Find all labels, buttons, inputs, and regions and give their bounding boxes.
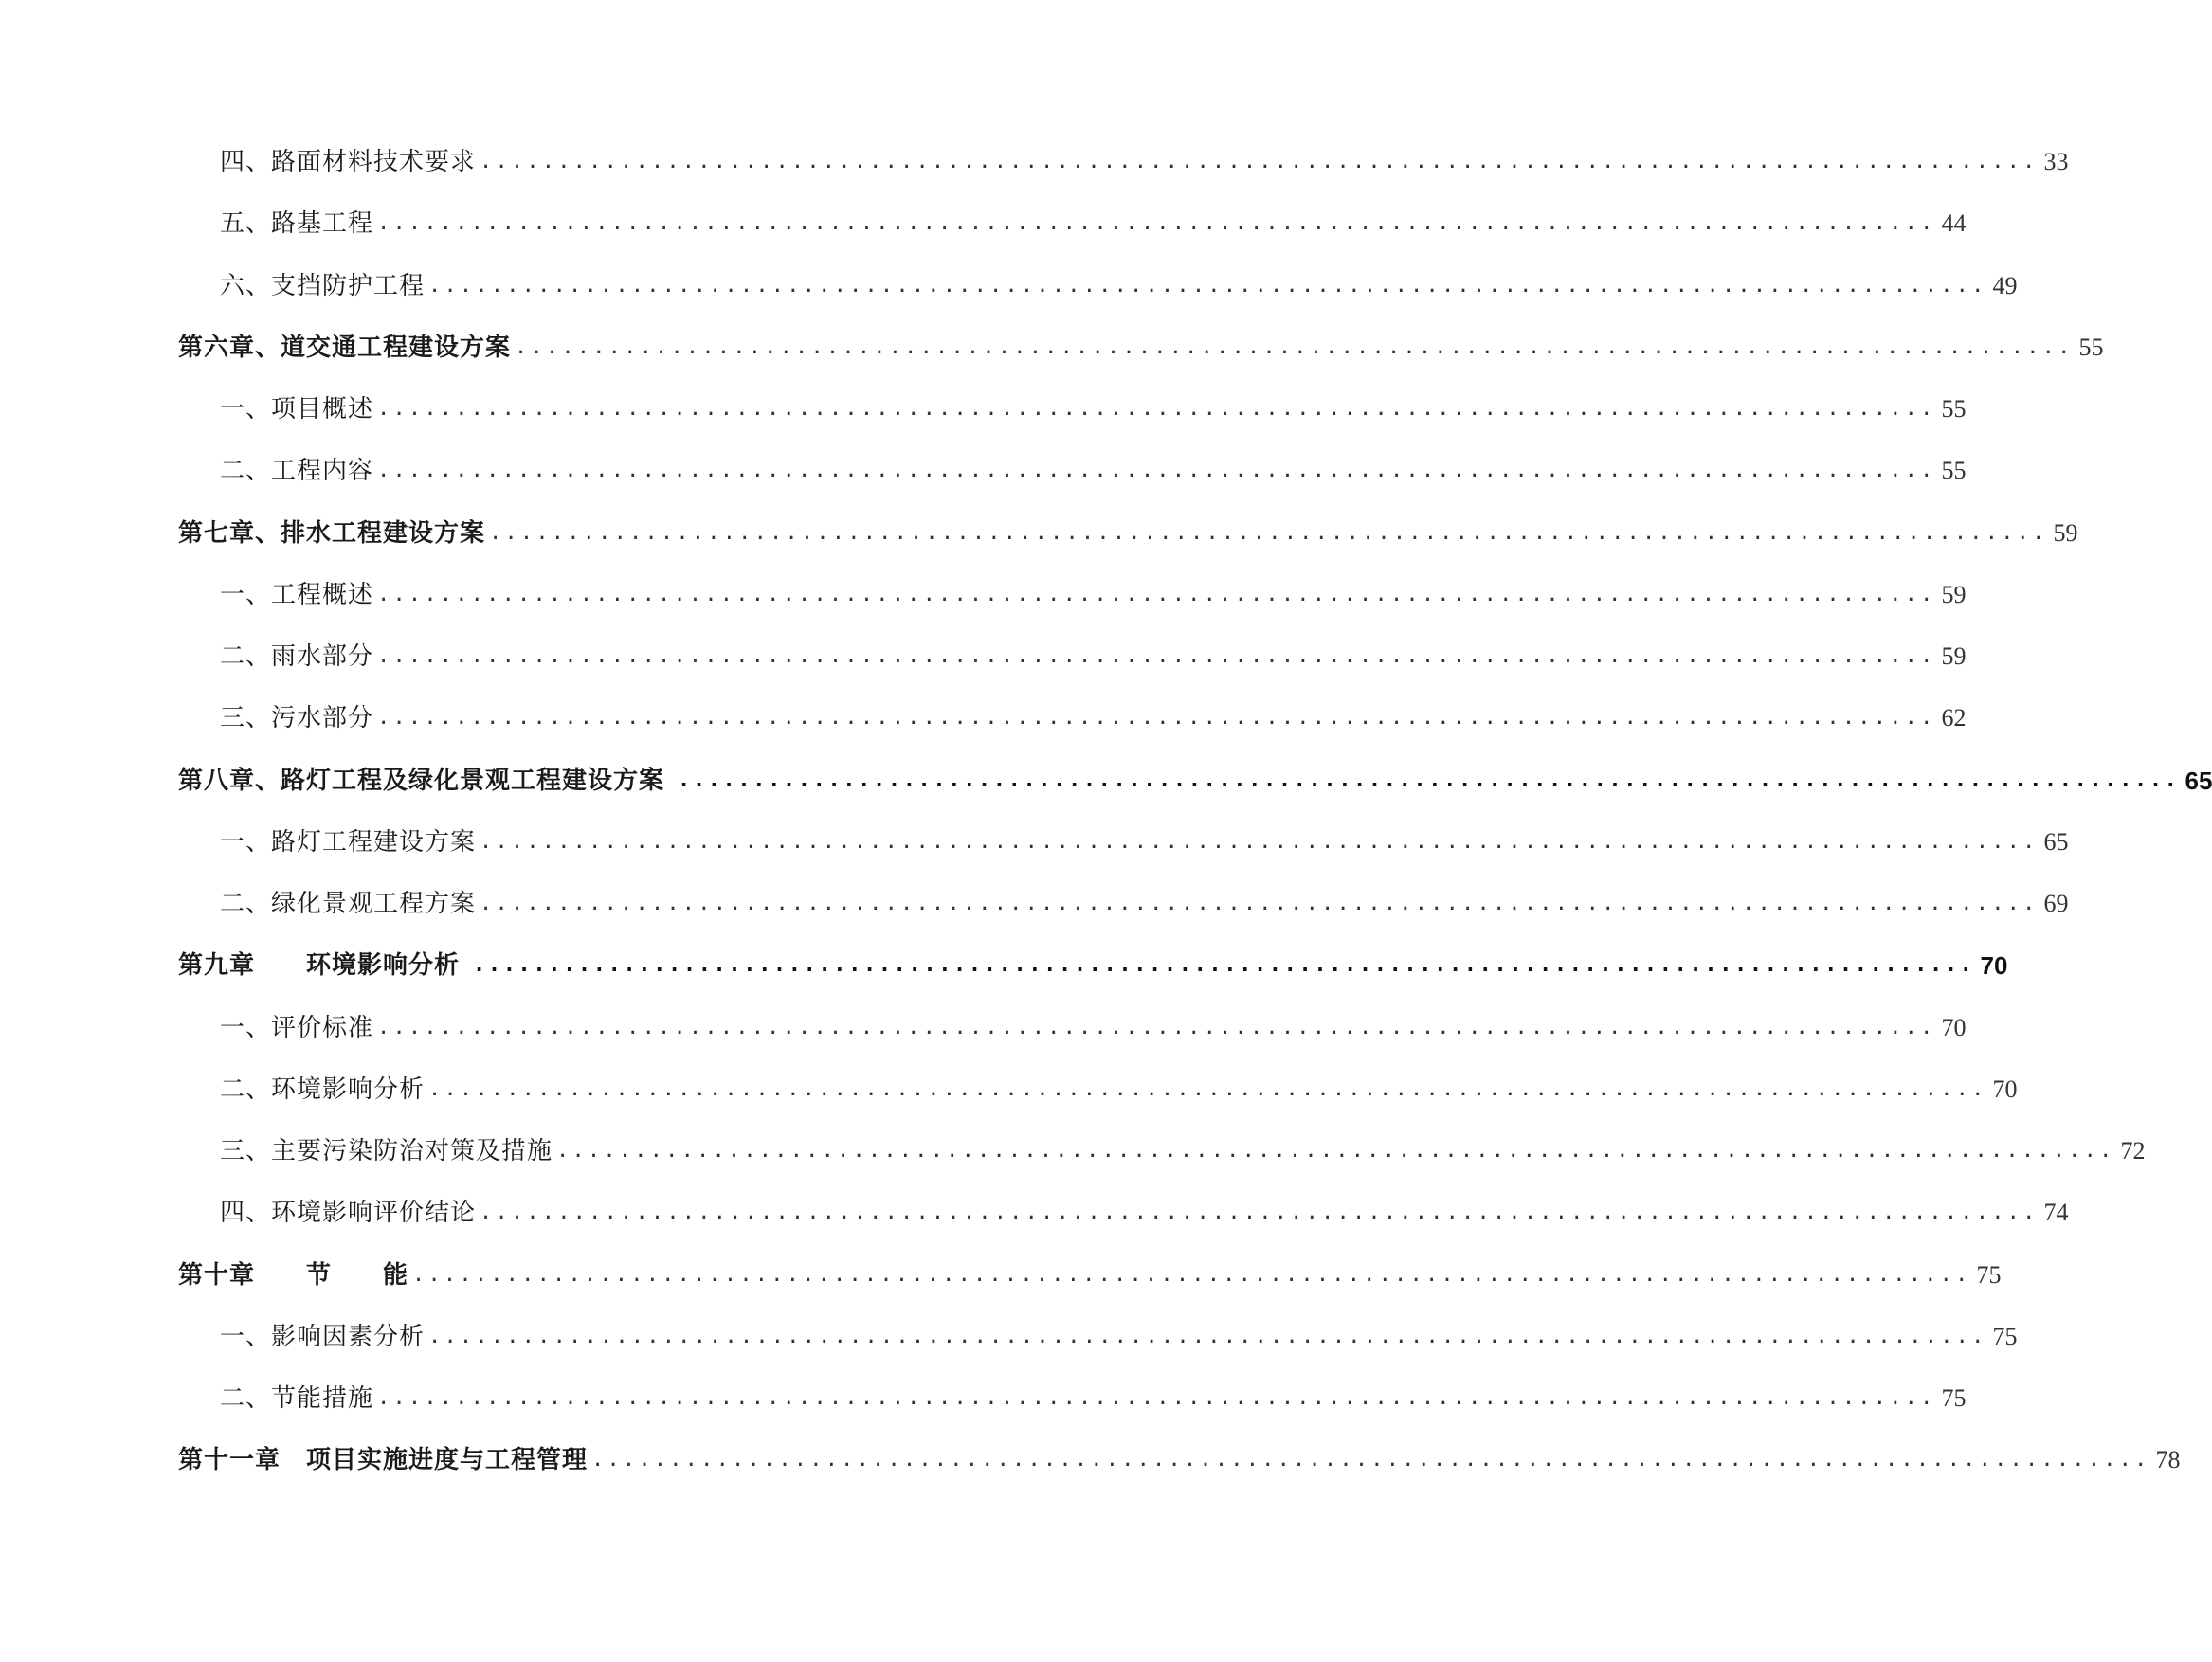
- toc-leader-dots: ....................................................................................................: [377, 397, 1936, 421]
- toc-entry-title: 二、环境影响分析: [220, 1075, 426, 1104]
- toc-page-number: 75: [1976, 1260, 2002, 1289]
- toc-entry[interactable]: [178, 577, 1967, 639]
- toc-entry[interactable]: [178, 639, 1967, 700]
- toc-entry-title: 三、污水部分: [220, 704, 374, 733]
- toc-leader-dots: ....................................................................................................: [377, 459, 1936, 483]
- toc-entry[interactable]: [178, 1381, 1967, 1442]
- toc-entry[interactable]: [178, 391, 1967, 453]
- toc-page-number: 70: [1941, 1013, 1967, 1041]
- toc-chapter-entry[interactable]: [178, 948, 2008, 1009]
- toc-leader-dots: ....................................................................................................: [515, 334, 2074, 359]
- toc-page-number: 55: [1941, 457, 1967, 485]
- toc-chapter-entry[interactable]: [178, 330, 2104, 391]
- toc-leader-dots: ....................................................................................................: [556, 1139, 2115, 1163]
- toc-page-number: 55: [1941, 395, 1967, 423]
- toc-leader-dots: ....................................................................................................: [480, 150, 2039, 173]
- toc-page-number: 59: [2053, 518, 2078, 547]
- toc-page-number: 70: [1992, 1075, 2018, 1103]
- toc-entry[interactable]: [178, 1072, 2018, 1133]
- toc-leader-dots: ....................................................................................................: [591, 1448, 2150, 1472]
- toc-leader-dots: ....................................................................................................: [377, 706, 1936, 731]
- toc-leader-dots: ....................................................................................................: [480, 892, 2039, 915]
- toc-leader-dots: ....................................................................................................: [489, 520, 2048, 545]
- toc-page-number: 59: [1941, 642, 1967, 670]
- toc-entry[interactable]: [178, 268, 2018, 330]
- toc-leader-dots: ....................................................................................................: [377, 211, 1936, 236]
- toc-entry-title: 六、支挡防护工程: [220, 271, 426, 300]
- toc-leader-dots: ....................................................................................................: [377, 582, 1936, 606]
- toc-entry-title: 四、路面材料技术要求: [220, 148, 477, 176]
- table-of-contents: [178, 144, 2212, 1505]
- toc-chapter-title: 第十章 节 能: [178, 1260, 409, 1290]
- toc-leader-dots: ....................................................................................................: [377, 1015, 1936, 1039]
- toc-leader-dots: ....................................................................................................: [428, 1076, 1987, 1101]
- toc-page-number: 65: [2043, 827, 2069, 856]
- toc-page-number: 74: [2043, 1199, 2069, 1227]
- toc-leader-dots: ....................................................................................................: [377, 1386, 1936, 1410]
- toc-entry[interactable]: [178, 1195, 2069, 1256]
- toc-chapter-entry[interactable]: [178, 515, 2078, 577]
- toc-entry[interactable]: [178, 700, 1967, 762]
- toc-entry-title: 一、影响因素分析: [220, 1322, 426, 1351]
- toc-entry[interactable]: [178, 1133, 2146, 1195]
- toc-page-number: 59: [1941, 580, 1967, 608]
- toc-page-number: 69: [2043, 890, 2069, 917]
- toc-page-number: 78: [2155, 1446, 2181, 1474]
- toc-page-number: 49: [1992, 271, 2018, 299]
- toc-entry-title: 二、节能措施: [220, 1384, 374, 1413]
- toc-page-number: 33: [2043, 148, 2069, 175]
- toc-entry-title: 一、路灯工程建设方案: [220, 827, 477, 857]
- toc-entry[interactable]: [178, 824, 2069, 886]
- toc-page-number: 62: [1941, 704, 1967, 732]
- toc-page-number: 44: [1941, 209, 1967, 238]
- toc-entry-title: 四、环境影响评价结论: [220, 1199, 477, 1228]
- toc-entry[interactable]: [178, 1319, 2018, 1381]
- toc-chapter-title: 第六章、道交通工程建设方案: [178, 333, 512, 362]
- toc-entry-title: 一、评价标准: [220, 1013, 374, 1042]
- toc-page-number: 70: [1980, 951, 2008, 981]
- toc-entry-title: 二、雨水部分: [220, 642, 374, 671]
- toc-chapter-title: 第八章、路灯工程及绿化景观工程建设方案: [178, 766, 665, 795]
- toc-entry-title: 五、路基工程: [220, 209, 374, 239]
- toc-page-number: 72: [2120, 1137, 2146, 1165]
- toc-entry[interactable]: [178, 1010, 1967, 1072]
- toc-page-number: 55: [2078, 333, 2104, 361]
- toc-page-number: 65: [2185, 766, 2212, 795]
- toc-chapter-title: 第十一章 项目实施进度与工程管理: [178, 1446, 589, 1475]
- toc-chapter-entry[interactable]: [178, 1442, 2181, 1504]
- toc-leader-dots: ....................................................................................................: [480, 1201, 2039, 1225]
- toc-leader-dots: ....................................................................................................: [473, 953, 1975, 978]
- toc-chapter-title: 第九章 环境影响分析: [178, 951, 461, 981]
- toc-page-number: 75: [1992, 1322, 2018, 1350]
- toc-leader-dots: ....................................................................................................: [480, 829, 2039, 854]
- toc-entry-title: 一、工程概述: [220, 580, 374, 609]
- toc-leader-dots: ....................................................................................................: [428, 273, 1987, 298]
- toc-entry-title: 三、主要污染防治对策及措施: [220, 1137, 553, 1165]
- toc-page-number: 75: [1941, 1384, 1967, 1412]
- toc-leader-dots: ....................................................................................................: [377, 644, 1936, 668]
- toc-entry[interactable]: [178, 144, 2069, 206]
- toc-entry[interactable]: [178, 453, 1967, 515]
- toc-chapter-entry[interactable]: [178, 763, 2212, 824]
- toc-chapter-title: 第七章、排水工程建设方案: [178, 518, 486, 548]
- toc-entry[interactable]: [178, 886, 2069, 948]
- toc-entry[interactable]: [178, 206, 1967, 267]
- toc-entry-title: 二、工程内容: [220, 457, 374, 486]
- toc-chapter-entry[interactable]: [178, 1257, 2002, 1319]
- toc-leader-dots: ....................................................................................................: [428, 1324, 1987, 1348]
- toc-entry-title: 一、项目概述: [220, 395, 374, 424]
- toc-leader-dots: ....................................................................................................: [412, 1262, 1971, 1287]
- toc-leader-dots: ....................................................................................................: [678, 768, 2180, 792]
- toc-entry-title: 二、绿化景观工程方案: [220, 890, 477, 918]
